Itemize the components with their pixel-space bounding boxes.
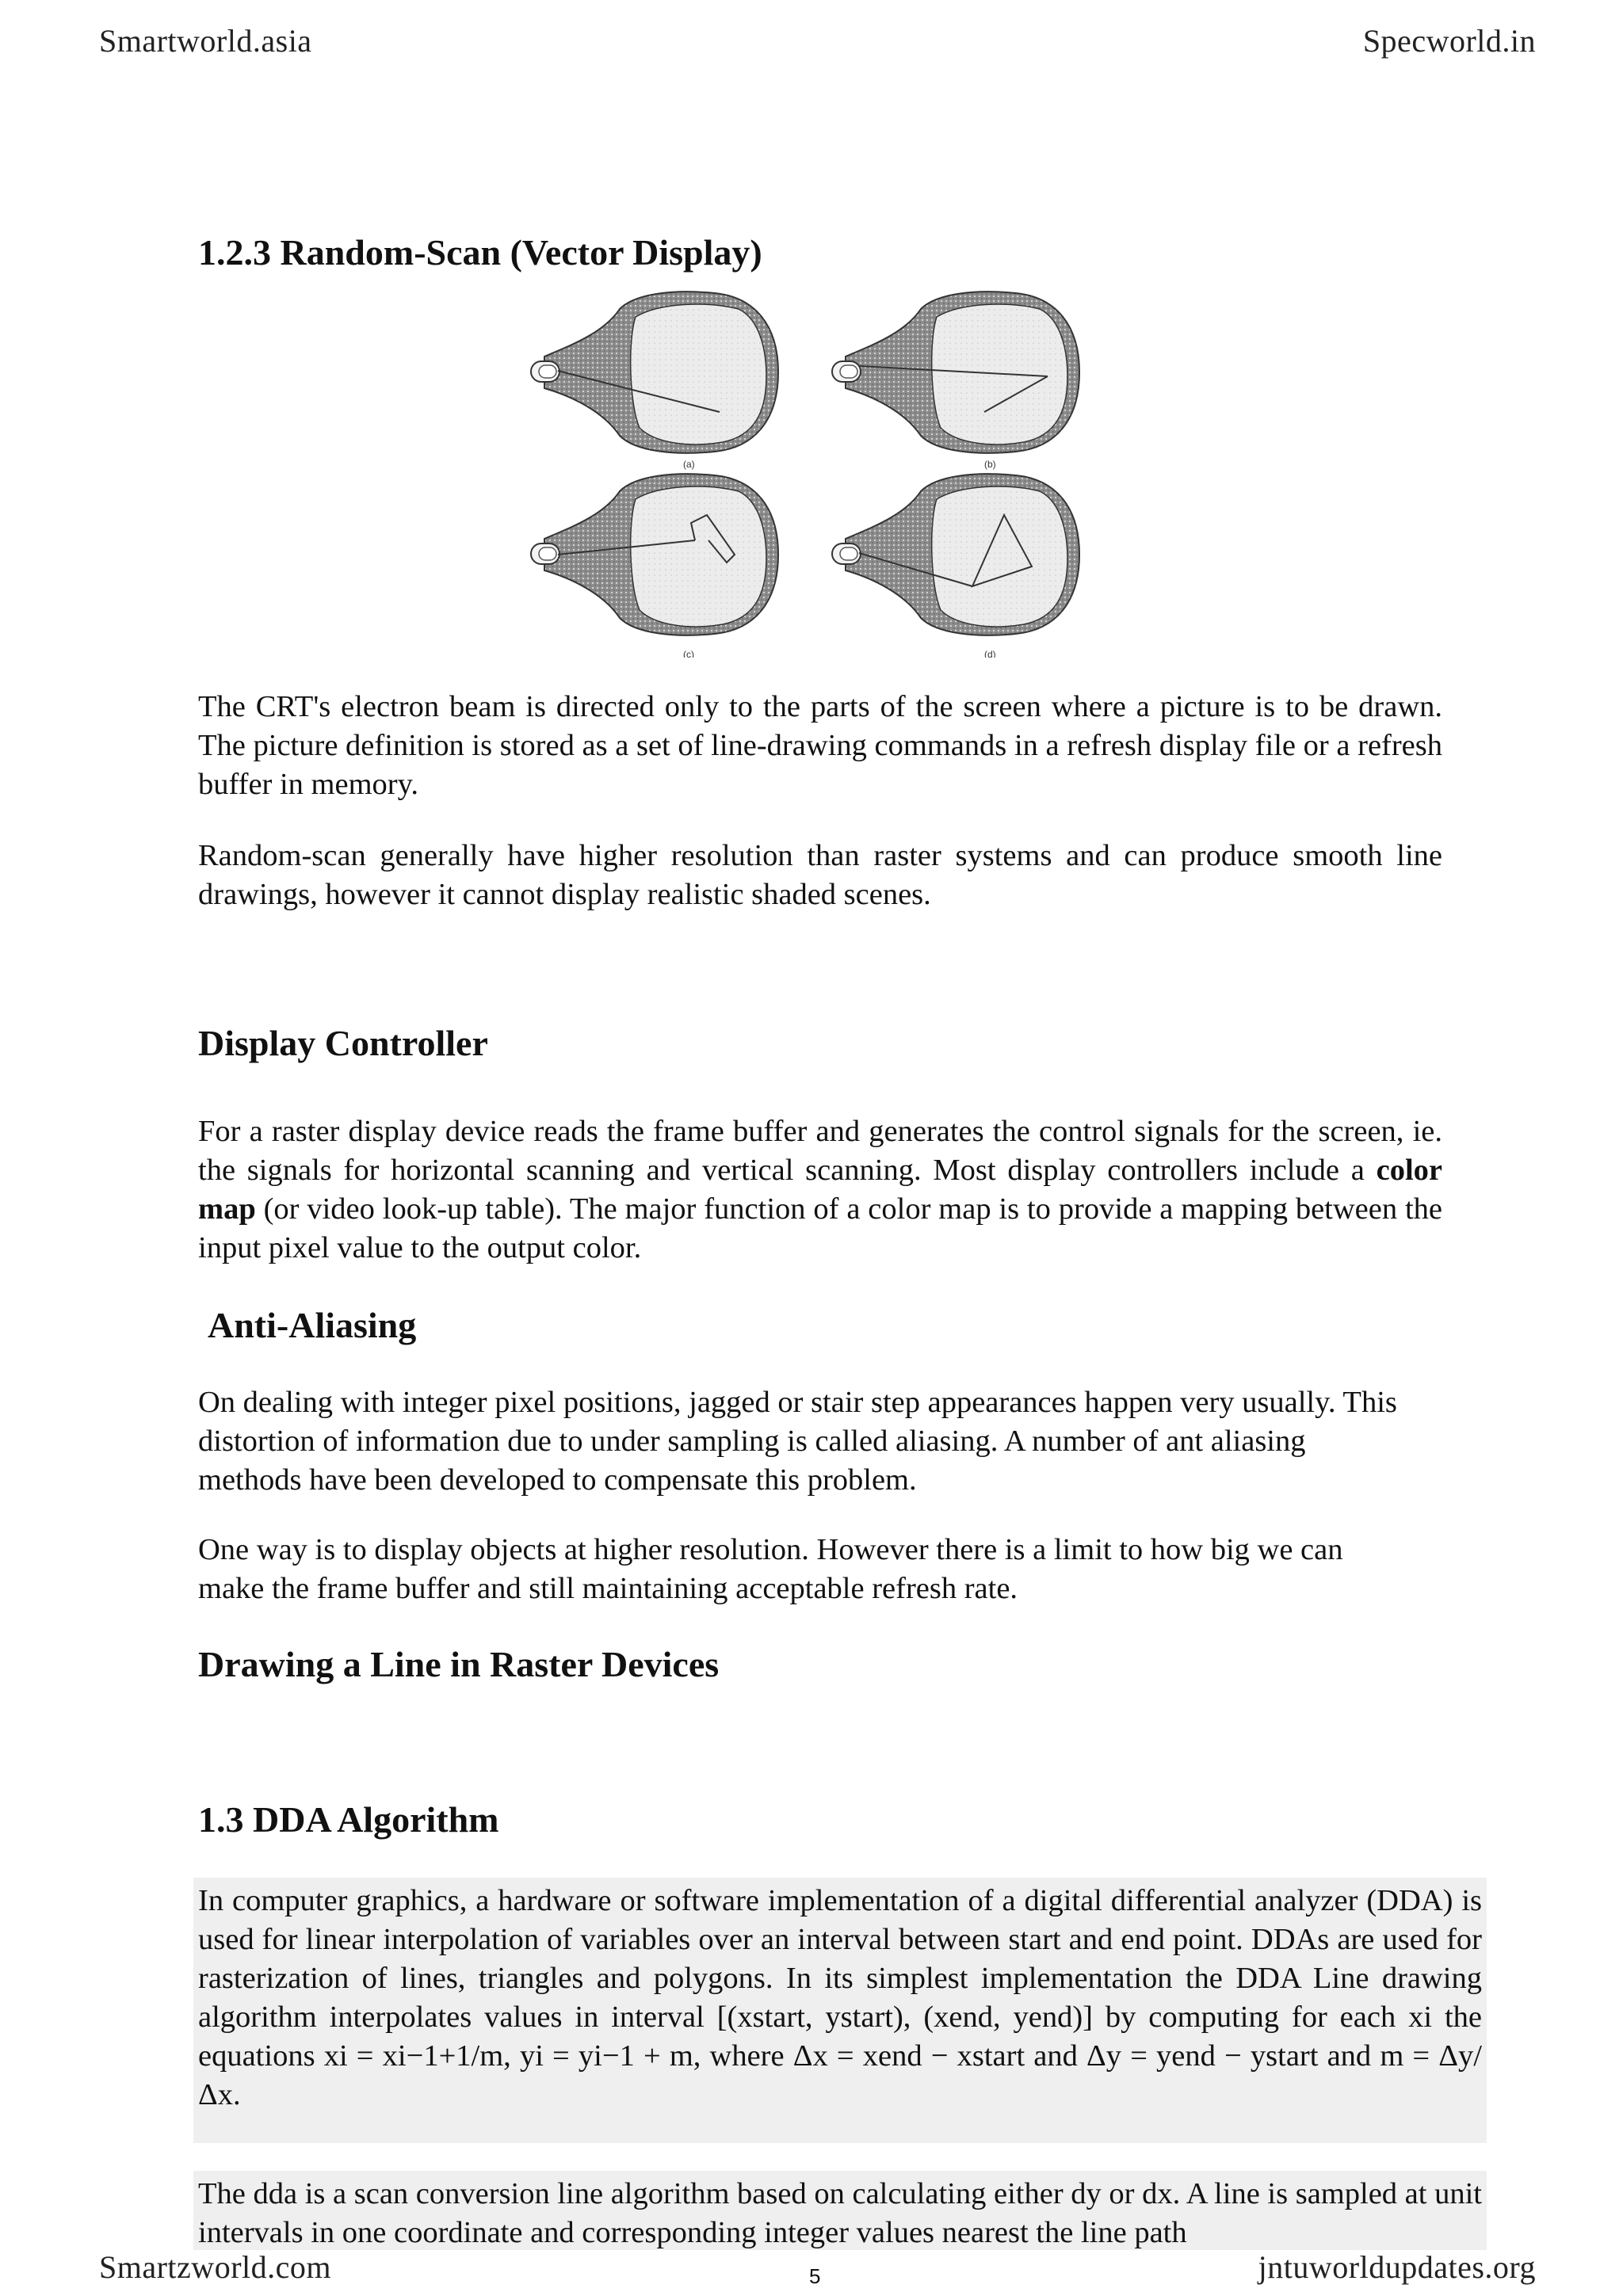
dda-gap xyxy=(193,2143,1487,2167)
footer-right-site: jntuworldupdates.org xyxy=(1258,2249,1536,2285)
color-map-term: color map xyxy=(198,1154,1442,1226)
anti-aliasing-paragraph-1: On dealing with integer pixel positions, jagged or stair step appearances happen very usually. This distortion of information due to under sampling is called aliasing. A number of ant aliasing methods have been developed to compensate this problem. xyxy=(198,1386,1397,1497)
section-heading-drawing-line: Drawing a Line in Raster Devices xyxy=(198,1644,720,1684)
anti-aliasing-paragraph-2: One way is to display objects at higher resolution. However there is a limit to how big we can make the frame buffer and still maintaining acceptable refresh rate. xyxy=(198,1533,1343,1605)
crt-diagram-d xyxy=(832,474,1079,658)
random-scan-paragraph-1: The CRT's electron beam is directed only to the parts of the screen where a picture is to be drawn. The picture definition is stored as a set of line-drawing commands in a refresh display file or a refresh buffer in memory. xyxy=(198,690,1442,801)
dda-paragraph-1: In computer graphics, a hardware or software implementation of a digital differential analyzer (DDA) is used for linear interpolation of variables over an interval between start and end point. DDAs are used for rasterization of lines, triangles and polygons. In its simplest implementation the DDA Line drawing algorithm interpolates values in interval [(xstart, ystart), (xend, yend)] by computing for each xi the equations xi = xi−1+1/m, yi = yi−1 + m, where Δx = xend − xstart and Δy = yend − ystart and m = Δy/Δx. xyxy=(198,1884,1482,2111)
section-heading-display-controller: Display Controller xyxy=(198,1023,488,1063)
display-controller-paragraph: For a raster display device reads the frame buffer and generates the control signals for the screen, ie. the signals for horizontal scanning and vertical scanning. Most display controllers include a color map (or video look-up table). The major function of a color map is to provide a mapping between the input pixel value to the output color. xyxy=(198,1115,1442,1264)
figure-label-b: (b) xyxy=(984,459,996,470)
dda-paragraph-2: The dda is a scan conversion line algorithm based on calculating either dy or dx. A line is sampled at unit intervals in one coordinate and corresponding integer values nearest the line path xyxy=(198,2177,1482,2249)
crt-diagram-c xyxy=(531,474,778,658)
crt-diagram-b xyxy=(832,292,1079,470)
header-right-site: Specworld.in xyxy=(1362,23,1536,59)
random-scan-paragraph-2: Random-scan generally have higher resolution than raster systems and can produce smooth line drawings, however it cannot display realistic shaded scenes. xyxy=(198,839,1442,911)
figure-label-d: (d) xyxy=(984,649,996,658)
footer-left-site: Smartzworld.com xyxy=(99,2249,331,2285)
section-heading-dda: 1.3 DDA Algorithm xyxy=(198,1799,499,1840)
figure-label-a: (a) xyxy=(683,459,695,470)
section-heading-random-scan: 1.2.3 Random-Scan (Vector Display) xyxy=(198,232,762,273)
page-number: 5 xyxy=(809,2264,821,2288)
crt-diagram-a xyxy=(531,292,778,470)
section-heading-anti-aliasing: Anti-Aliasing xyxy=(208,1305,417,1345)
crt-random-scan-figure xyxy=(525,285,1111,658)
header-left-site: Smartworld.asia xyxy=(99,23,312,59)
figure-label-c: (c) xyxy=(683,649,694,658)
